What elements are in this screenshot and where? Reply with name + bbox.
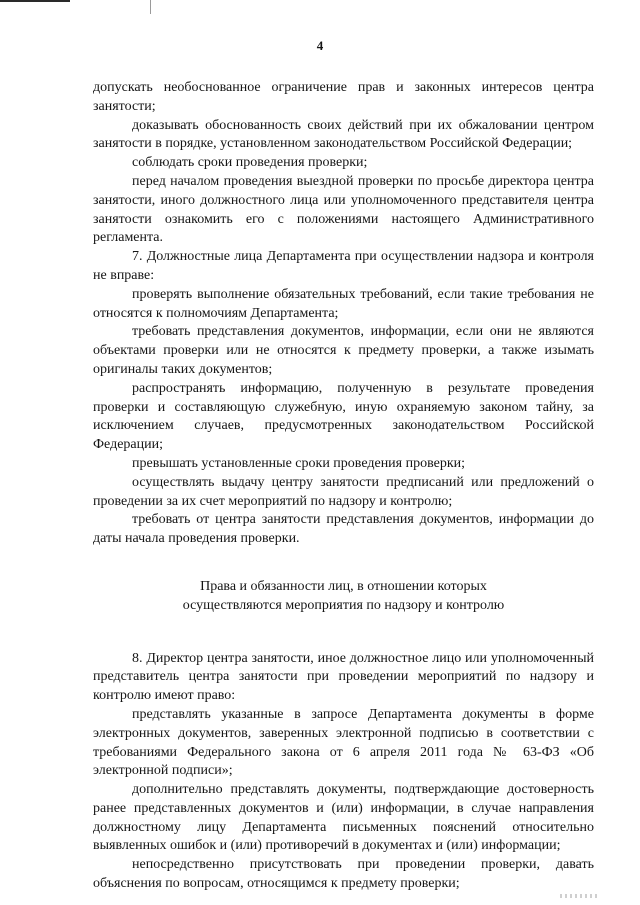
section-heading-line: Права и обязанности лиц, в отношении которых	[200, 578, 487, 594]
scan-noise-dots	[560, 894, 600, 898]
paragraph: допускать необоснованное ограничение прав и законных интересов центра занятости;	[93, 80, 594, 114]
paragraph: дополнительно представлять документы, подтверждающие достоверность ранее представленных документов и (или) информации, в случае направления должностному лицу Департамента письменных пояснений относительно выявленных ошибок и (или) противоречий в документах и (или) информации;	[93, 782, 594, 854]
paragraph: требовать от центра занятости представления документов, информации до даты начала проведения проверки.	[93, 512, 594, 547]
paragraph: непосредственно присутствовать при проведении проверки, давать объяснения по вопросам, относящимся к предмету проверки;	[93, 857, 594, 892]
paragraph: требовать представления документов, информации, если они не являются объектами проверки или не относятся к предмету проверки, а также изымать оригиналы таких документов;	[93, 324, 594, 377]
paragraph: осуществлять выдачу центру занятости предписаний или предложений о проведении за их счет мероприятий по надзору и контролю;	[93, 474, 594, 509]
paragraph: 7. Должностные лица Департамента при осуществлении надзора и контроля не вправе:	[93, 249, 594, 283]
paragraph: перед началом проведения выездной проверки по просьбе директора центра занятости, иного должностного лица или уполномоченного представителя центра занятости ознакомить его с положениями настоящего Административного регламента.	[93, 173, 594, 246]
page-number: 4	[316, 38, 324, 53]
section-heading-line: осуществляются мероприятия по надзору и контролю	[182, 597, 505, 613]
scan-tick-mark	[150, 0, 151, 14]
paragraph: представлять указанные в запросе Департамента документы в форме электронных документов, заверенных электронной подписью в соответствии с требованиями Федерального закона от 6 апреля 2011 года № 63-ФЗ «Об электронной подписи»;	[93, 706, 594, 779]
section-heading	[93, 578, 594, 616]
scan-edge-mark	[0, 0, 70, 2]
paragraph: 8. Директор центра занятости, иное должностное лицо или уполномоченный представитель центра занятости при проведении мероприятий по надзору и контролю имеют право:	[93, 650, 594, 704]
document-body	[93, 79, 594, 894]
paragraph: превышать установленные сроки проведения проверки;	[132, 455, 466, 471]
paragraph: соблюдать сроки проведения проверки;	[132, 155, 368, 171]
paragraph: распространять информацию, полученную в результате проведения проверки и составляющую служебную, иную охраняемую законом тайну, за исключением случаев, предусмотренных законодательством Российской Федерации;	[93, 380, 594, 453]
paragraph: проверять выполнение обязательных требований, если такие требования не относятся к полномочиям Департамента;	[93, 286, 594, 321]
paragraph: доказывать обоснованность своих действий при их обжаловании центром занятости в порядке, установленном законодательством Российской Федерации;	[93, 117, 594, 152]
